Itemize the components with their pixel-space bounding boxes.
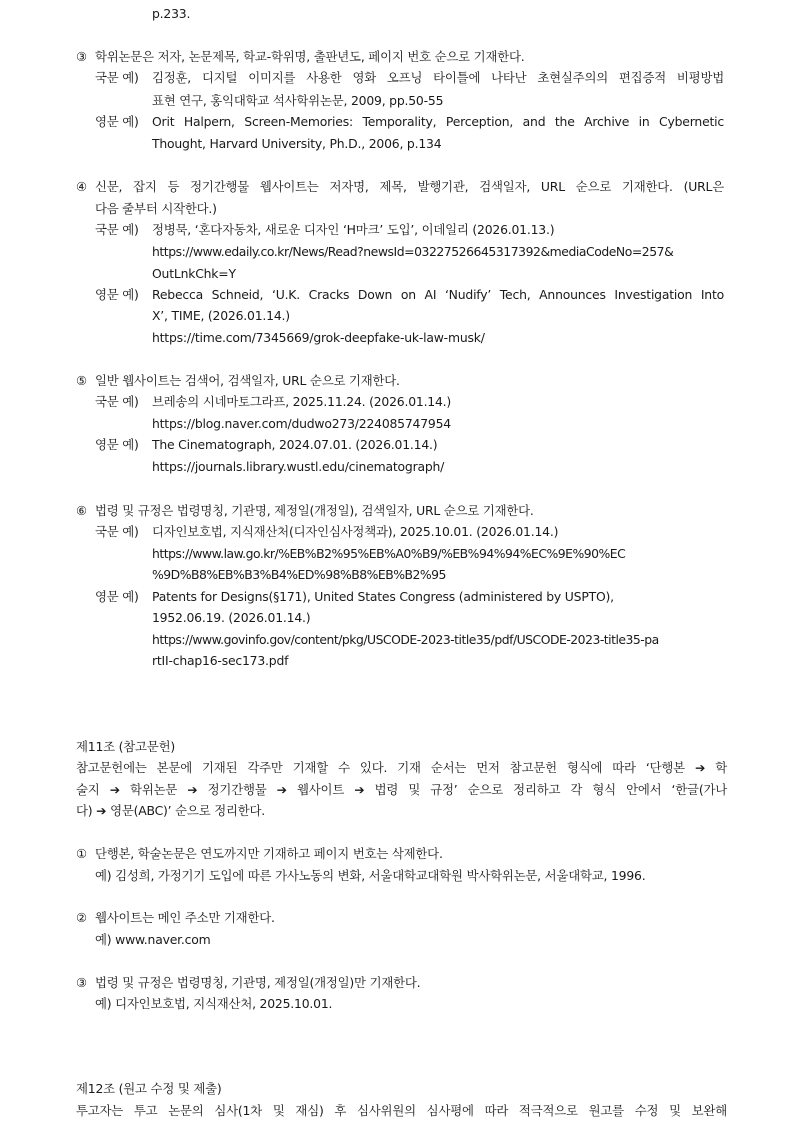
rule-title: 일반 웹사이트는 검색어, 검색일자, URL 순으로 기재한다.: [95, 373, 400, 388]
item-number: ③: [76, 49, 87, 64]
continuation-text: p.233.: [152, 6, 191, 21]
item-number: ⑥: [76, 503, 87, 518]
rule-title: 단행본, 학술논문은 연도까지만 기재하고 페이지 번호는 삭제한다.: [95, 846, 443, 861]
example-label-english: 영문 예): [95, 287, 139, 302]
example-label-english: 영문 예): [95, 437, 139, 452]
paragraph-line: 투고자는 투고 논문의 심사(1차 및 재심) 후 심사위원의 심사평에 따라 적극적으로 원고를 수정 및 보완해: [76, 1103, 727, 1118]
article-heading: 제11조 (참고문헌): [76, 739, 175, 754]
example-line: 예) 디자인보호법, 지식재산처, 2025.10.01.: [95, 996, 333, 1011]
example-label-english: 영문 예): [95, 114, 139, 129]
item-number: ⑤: [76, 373, 87, 388]
item-number: ②: [76, 910, 87, 925]
article-heading: 제12조 (원고 수정 및 제출): [76, 1081, 222, 1096]
example-line: Patents for Designs(§171), United States Congress (administered by USPTO),: [152, 589, 614, 604]
example-line: Thought, Harvard University, Ph.D., 2006, p.134: [152, 136, 442, 151]
example-line: The Cinematograph, 2024.07.01. (2026.01.14.): [152, 437, 438, 452]
example-label-korean: 국문 예): [95, 222, 139, 237]
rule-title: 신문, 잡지 등 정기간행물 웹사이트는 저자명, 제목, 발행기관, 검색일자, URL 순으로 기재한다. (URL은: [95, 179, 724, 194]
example-line: 예) www.naver.com: [95, 932, 211, 947]
example-line: 디자인보호법, 지식재산처(디자인심사정책과), 2025.10.01. (2026.01.14.): [152, 524, 559, 539]
example-url: https://blog.naver.com/dudwo273/224085747954: [152, 416, 451, 431]
example-line: 예) 김성희, 가정기기 도입에 따른 가사노동의 변화, 서울대학교대학원 박사학위논문, 서울대학교, 1996.: [95, 868, 646, 883]
rule-title: 법령 및 규정은 법령명칭, 기관명, 제정일(개정일), 검색일자, URL 순으로 기재한다.: [95, 503, 534, 518]
example-line: 표현 연구, 홍익대학교 석사학위논문, 2009, pp.50-55: [152, 93, 444, 108]
example-url: rtII-chap16-sec173.pdf: [152, 653, 289, 668]
rule-title-cont: 다음 줄부터 시작한다.): [95, 201, 217, 216]
paragraph-line: 다) ➔ 영문(ABC)’ 순으로 정리한다.: [76, 803, 266, 818]
rule-title: 학위논문은 저자, 논문제목, 학교-학위명, 출판년도, 페이지 번호 순으로 기재한다.: [95, 49, 525, 64]
item-number: ④: [76, 179, 87, 194]
rule-title: 법령 및 규정은 법령명칭, 기관명, 제정일(개정일)만 기재한다.: [95, 975, 421, 990]
example-line: X’, TIME, (2026.01.14.): [152, 308, 290, 323]
example-label-korean: 국문 예): [95, 524, 139, 539]
item-number: ①: [76, 846, 87, 861]
example-label-english: 영문 예): [95, 589, 139, 604]
rule-title: 웹사이트는 메인 주소만 기재한다.: [95, 910, 275, 925]
example-line: Orit Halpern, Screen-Memories: Temporality, Perception, and the Archive in Cybernetic: [152, 114, 724, 129]
example-url: OutLnkChk=Y: [152, 266, 236, 281]
example-url: https://www.govinfo.gov/content/pkg/USCODE-2023-title35/pdf/USCODE-2023-title35-pa: [152, 632, 659, 647]
example-line: 1952.06.19. (2026.01.14.): [152, 610, 311, 625]
example-line: 김정훈, 디지털 이미지를 사용한 영화 오프닝 타이틀에 나타난 초현실주의의 편집증적 비평방법: [152, 70, 724, 85]
example-url: https://journals.library.wustl.edu/cinematograph/: [152, 459, 445, 474]
example-url: %9D%B8%EB%B3%B4%ED%98%B8%EB%B2%95: [152, 567, 446, 582]
example-url: https://www.law.go.kr/%EB%B2%95%EB%A0%B9/%EB%94%94%EC%9E%90%EC: [152, 546, 626, 561]
paragraph-line: 참고문헌에는 본문에 기재된 각주만 기재할 수 있다. 기재 순서는 먼저 참고문헌 형식에 따라 ‘단행본 ➔ 학: [76, 760, 727, 775]
example-url: https://time.com/7345669/grok-deepfake-uk-law-musk/: [152, 330, 485, 345]
example-line: 브레송의 시네마토그라프, 2025.11.24. (2026.01.14.): [152, 394, 452, 409]
example-line: 정병묵, ‘혼다자동차, 새로운 디자인 ‘H마크’ 도입’, 이데일리 (2026.01.13.): [152, 222, 555, 237]
example-url: https://www.edaily.co.kr/News/Read?newsId=03227526645317392&mediaCodeNo=257&: [152, 244, 674, 259]
example-label-korean: 국문 예): [95, 70, 139, 85]
example-line: Rebecca Schneid, ‘U.K. Cracks Down on AI ‘Nudify’ Tech, Announces Investigation Into: [152, 287, 724, 302]
item-number: ③: [76, 975, 87, 990]
example-label-korean: 국문 예): [95, 394, 139, 409]
paragraph-line: 술지 ➔ 학위논문 ➔ 정기간행물 ➔ 웹사이트 ➔ 법령 및 규정’ 순으로 정리하고 각 형식 안에서 ‘한글(가나: [76, 782, 727, 797]
